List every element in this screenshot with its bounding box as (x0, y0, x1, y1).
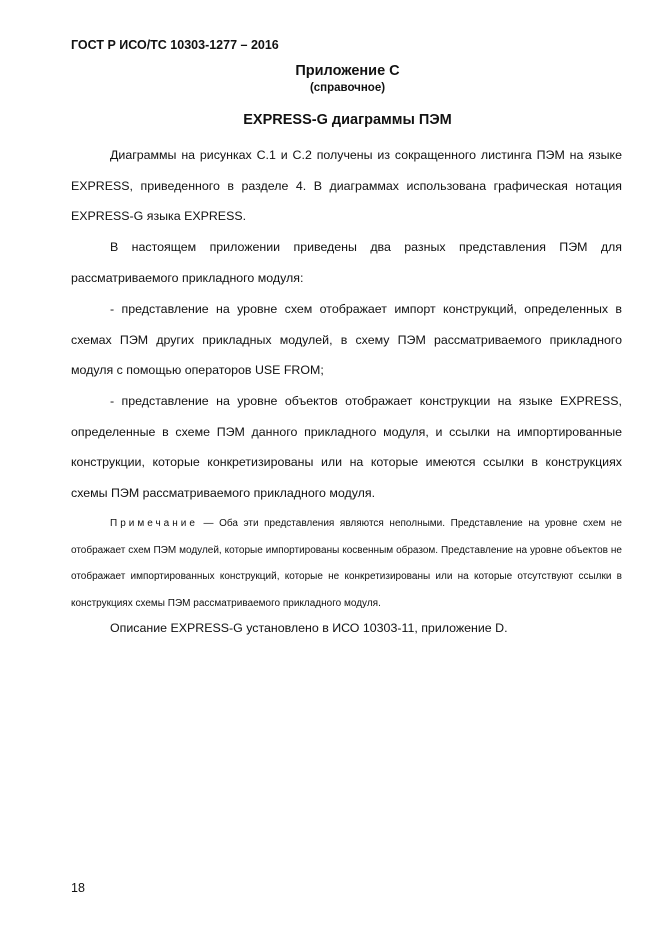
list-item-schema-level: - представление на уровне схем отображает импорт конструкций, определенных в схемах ПЭМ других прикладных модулей, в схему ПЭМ рассматриваемого прикладного модуля с помощью операторов USE FROM; (71, 302, 622, 378)
annex-subtitle: (справочное) (309, 82, 386, 94)
note-paragraph (71, 511, 622, 618)
document-header: ГОСТ Р ИСО/ТС 10303-1277 – 2016 (71, 38, 279, 52)
paragraph-2-block (71, 232, 622, 293)
paragraph-5-block (71, 613, 622, 644)
paragraph-5: Описание EXPRESS-G установлено в ИСО 10303-11, приложение D. (110, 621, 508, 635)
paragraph-1: Диаграммы на рисунках С.1 и С.2 получены из сокращенного листинга ПЭМ на языке EXPRESS, приведенного в разделе 4. В диаграммах использована графическая нотация EXPRESS-G языка EXPRESS. (71, 148, 622, 224)
list-item-object-level: - представление на уровне объектов отображает конструкции на языке EXPRESS, определенные в схеме ПЭМ данного прикладного модуля, и ссылки на импортированные конструкции, которые конкретизированы или на которые имеются ссылки в конструкциях схемы ПЭМ рассматриваемого прикладного модуля. (71, 394, 622, 501)
paragraph-1-block (71, 140, 622, 232)
note-label: Примечание (110, 518, 198, 529)
paragraph-2: В настоящем приложении приведены два разных представления ПЭМ для рассматриваемого прикладного модуля: (71, 240, 622, 285)
note-text: Оба эти представления являются неполными. Представление на уровне схем не отображает схем ПЭМ модулей, которые импортированы косвенным образом. Представление на уровне объектов не отображает импортированных конструкций, которые не конкретизированы или на которые отсутствуют ссылки в конструкциях схемы ПЭМ рассматриваемого прикладного модуля. (71, 518, 622, 610)
list-item-object-level-block (71, 386, 622, 509)
note-block (71, 511, 622, 618)
note-dash: — (197, 518, 220, 529)
section-title: EXPRESS-G диаграммы ПЭМ (243, 112, 452, 128)
annex-title: Приложение С (295, 63, 400, 79)
list-item-schema-level-block (71, 294, 622, 386)
page-number: 18 (71, 881, 85, 895)
